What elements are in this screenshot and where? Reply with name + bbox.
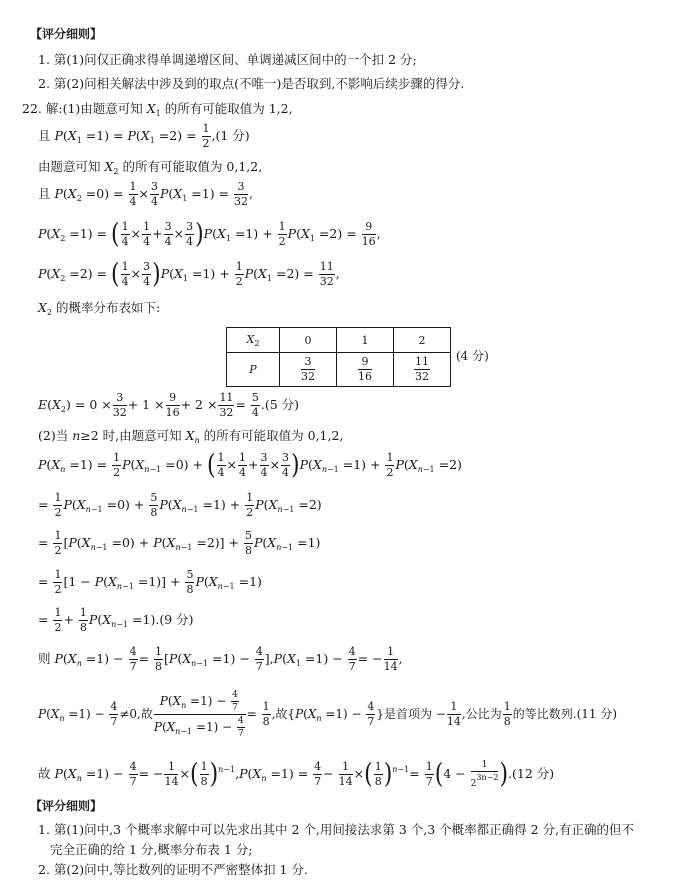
scoring-item-4: 2. 第(2)问中,等比数列的证明不严密整体扣 1 分. [38, 862, 308, 877]
q22-step3: 且 $P(X_2 =0)$ = $\frac{1}{4}$ × $\frac{3}{4}$ $P(X_1 =1)$ = $\frac{3}{32}$ , [38, 180, 253, 208]
q22-step2: 由题意可知 $X_2$ 的所有可能取值为 0,1,2, [38, 159, 263, 176]
q22-step5: $P(X_2 =2)$ = ( $\frac{1}{4}$ × $\frac{3}{4}$ )$P(X_1 =1)$ + $\frac{1}{2}$ $P(X_1 =2)$ = $\frac{11}{32}$ , [38, 258, 340, 290]
table-cell: 1 [337, 328, 394, 353]
table-cell: P [227, 353, 280, 387]
q22-intro: 22. 解:(1)由题意可知 $X_1$ 的所有可能取值为 1,2, [22, 101, 293, 118]
table-cell: $X_2$ [227, 328, 280, 353]
q22-part2-eq8: 故 $P(X_n =1)$ − $\frac{4}{7}$ = − $\frac{1}{14}$ ×( $\frac{1}{8}$ )$^{n-1},P(X_n =1)$ = $\frac{4}{7}$ − $\frac{1}{14}$ ×( $\frac{1}{8}$ )$^{n-1}$= $\frac{1}{7}$ (4 − $\frac{1}{2^{3n-2}}$ ).(12 分) [38, 758, 555, 790]
q22-expectation: $E(X_2) = 0$ × $\frac{3}{32}$ + 1 × $\frac{9}{16}$ + 2 × $\frac{11}{32}$ = $\frac{5}{4}$ .(5 分) [38, 391, 300, 419]
q22-part2-eq6: 则 $P(X_n =1)$ − $\frac{4}{7}$ = $\frac{1}{8}$ [$P(X_{n-1} =1)$ − $\frac{4}{7}$ ]$,P(X_1 =1)$ − $\frac{4}{7}$ = − $\frac{1}{14}$ , [38, 645, 403, 673]
table-row [227, 353, 451, 387]
q22-part2-intro: (2)当 n≥2 时,由题意可知 $X_n$ 的所有可能取值为 0,1,2, [38, 428, 344, 445]
table-cell: 0 [280, 328, 337, 353]
table-score: (4 分) [456, 349, 489, 363]
scoring-item-2: 2. 第(2)问相关解法中涉及到的取点(不唯一)是否取到,不影响后续步骤的得分. [38, 76, 465, 91]
scoring-heading-top: 【评分细则】 [30, 27, 103, 41]
q22-step1: 且 $P(X_1 =1) = P(X_1 =2)$ = $\frac{1}{2}$ ,(1 分) [38, 122, 250, 150]
q22-part2-eq7: $P(X_n =1)$ − $\frac{4}{7}$ ≠0,故 $P(X_n =1)$ − $\frac{4}{7}$ $P(X_{n-1} =1)$ − $\frac{4}{7}$ = $\frac{1}{8}$ ,故{$P(X_n =1)$ − $\frac{4}{7}$ }是首项为 − $\frac{1}{14}$ ,公比为 $\frac{1}{8}$ 的等比数列.(11 分) [38, 690, 618, 739]
table-cell: $\frac{3}{32}$ [280, 353, 337, 387]
q22-step4: $P(X_2 =1)$ = ( $\frac{1}{4}$ × $\frac{1}{4}$ + $\frac{3}{4}$ × $\frac{3}{4}$ )$P(X_1 =1)$ + $\frac{1}{2}$ $P(X_1 =2)$ = $\frac{9}{16}$ , [38, 218, 381, 250]
scoring-item-3-cont: 完全正确的给 1 分,概率分布表 1 分; [50, 842, 253, 857]
table-cell: $\frac{11}{32}$ [394, 353, 451, 387]
q22-part2-eq5: = $\frac{1}{2}$ + $\frac{1}{8}$ $P(X_{n-1} =1).(9$ 分) [38, 606, 194, 634]
q22-part2-eq4: = $\frac{1}{2}$ $[1 - P(X_{n-1} =1)]$ + $\frac{5}{8}$ $P(X_{n-1} =1)$ [38, 568, 262, 596]
q22-part2-eq1: $P(X_n =1)$ = $\frac{1}{2}$ $P(X_{n-1} =0)$ + ( $\frac{1}{4}$ × $\frac{1}{4}$ + $\frac{3}{4}$ × $\frac{3}{4}$ )$P(X_{n-1} =1)$ + $\frac{1}{2}$ $P(X_{n-1} =2)$ [38, 449, 462, 481]
scoring-item-3: 1. 第(1)问中,3 个概率求解中可以先求出其中 2 个,用间接法求第 3 个,3 个概率都正确得 2 分,有正确的但不 [38, 822, 635, 837]
q22-table-intro: $X_2$ 的概率分布表如下: [38, 300, 161, 317]
table-cell: 2 [394, 328, 451, 353]
scoring-item-1: 1. 第(1)问仅正确求得单调递增区间、单调递减区间中的一个扣 2 分; [38, 52, 417, 67]
table-cell: $\frac{9}{16}$ [337, 353, 394, 387]
q22-part2-eq3: = $\frac{1}{2}$ $[P(X_{n-1} =0) + P(X_{n-1} =2)]$ + $\frac{5}{8}$ $P(X_{n-1} =1)$ [38, 529, 321, 557]
scoring-heading-bottom: 【评分细则】 [30, 799, 103, 813]
table-row [227, 328, 451, 353]
q22-part2-eq2: = $\frac{1}{2}$ $P(X_{n-1} =0)$ + $\frac{5}{8}$ $P(X_{n-1} =1)$ + $\frac{1}{2}$ $P(X_{n-1} =2)$ [38, 491, 322, 519]
distribution-table [226, 327, 451, 387]
